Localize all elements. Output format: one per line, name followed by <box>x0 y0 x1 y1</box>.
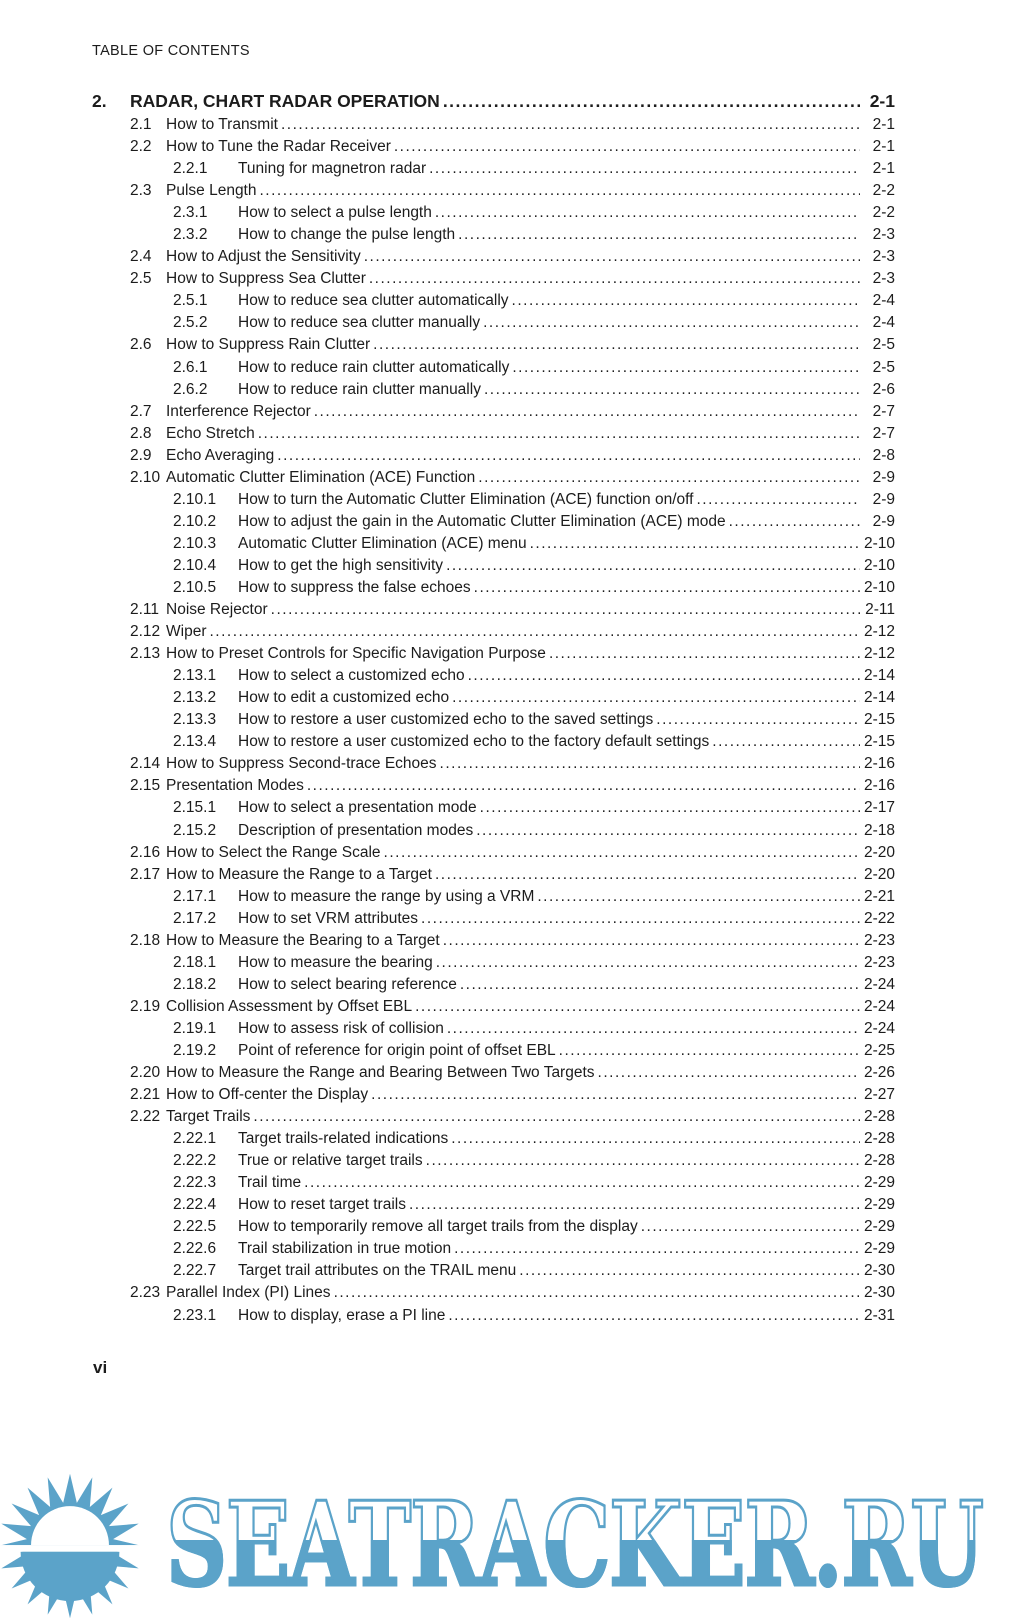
toc-entry[interactable] <box>92 114 895 136</box>
dot-leader <box>331 1282 860 1304</box>
toc-entry-number: 2.10.4 <box>173 556 217 574</box>
toc-entry[interactable] <box>92 224 895 246</box>
toc-entry-number: 2.6.2 <box>173 380 208 398</box>
toc-entry-title: How to change the pulse length <box>238 226 456 244</box>
toc-entry-number: 2.2.1 <box>173 160 208 178</box>
toc-entry-number: 2.5 <box>130 270 152 288</box>
toc-entry-number: 2.23.1 <box>173 1306 217 1324</box>
toc-entry[interactable] <box>92 401 895 423</box>
toc-entry-title: How to reset target trails <box>238 1196 406 1214</box>
toc-entry-page-number: 2-15 <box>863 733 895 751</box>
toc-entry-page-number: 2-29 <box>863 1240 895 1258</box>
dot-leader <box>451 1238 860 1260</box>
toc-entry-title: How to Transmit <box>166 116 278 133</box>
dot-leader <box>412 996 860 1018</box>
toc-entry-title: Pulse Length <box>166 182 257 200</box>
dot-leader <box>509 290 860 312</box>
toc-entry-page-number: 2-1 <box>872 116 895 133</box>
toc-entry-title: How to Select the Range Scale <box>166 843 381 861</box>
toc-entry-number: 2.4 <box>130 248 152 266</box>
toc-entry-number: 2.10.3 <box>173 534 217 552</box>
dot-leader <box>366 268 860 290</box>
toc-entry-title: Trail stabilization in true motion <box>238 1240 452 1258</box>
toc-entry[interactable] <box>92 379 895 401</box>
toc-entry-title: Echo Stretch <box>166 424 255 442</box>
toc-entry-number: 2.15.1 <box>173 799 217 817</box>
toc-entry-number: 2.19.2 <box>173 1041 217 1059</box>
toc-entry-page-number: 2-28 <box>863 1130 895 1148</box>
dot-leader <box>368 1084 860 1106</box>
dot-leader <box>595 1062 860 1084</box>
toc-entry[interactable] <box>92 577 895 599</box>
toc-entry[interactable] <box>92 202 895 224</box>
toc-entry-page-number: 2-20 <box>863 843 895 861</box>
toc-entry-title: How to get the high sensitivity <box>238 556 444 574</box>
toc-entry-page-number: 2-23 <box>863 953 895 971</box>
dot-leader <box>726 511 860 533</box>
toc-entry-title: How to reduce sea clutter automatically <box>238 292 509 310</box>
toc-entry[interactable] <box>92 136 895 158</box>
toc-entry-page-number: 2-22 <box>863 909 895 927</box>
dot-leader <box>432 202 860 224</box>
toc-entry[interactable] <box>92 1106 895 1128</box>
toc-entry-number: 2.5.1 <box>173 292 208 310</box>
toc-entry-page-number: 2-15 <box>863 711 895 729</box>
toc-entry-title: Target trails-related indications <box>238 1130 449 1148</box>
toc-entry-number: 2.10.2 <box>173 512 217 530</box>
toc-entry[interactable] <box>92 1216 895 1238</box>
toc-entry-title: How to display, erase a PI line <box>238 1306 446 1324</box>
dot-leader <box>638 1216 860 1238</box>
dot-leader <box>546 643 860 665</box>
toc-entry-number: 2.7 <box>130 402 152 420</box>
toc-entry-page-number: 2-14 <box>863 689 895 707</box>
toc-entry-title: How to Tune the Radar Receiver <box>166 138 391 156</box>
toc-entry-title: How to Suppress Rain Clutter <box>166 336 371 354</box>
toc-entry-page-number: 2-11 <box>865 601 895 619</box>
doc-header: TABLE OF CONTENTS <box>92 43 250 59</box>
toc-entry-title: Echo Averaging <box>166 446 275 464</box>
toc-entry-page-number: 2-30 <box>863 1262 895 1280</box>
dot-leader <box>206 621 860 643</box>
chapter-number: 2. <box>92 91 107 111</box>
toc-entry-title: How to reduce sea clutter manually <box>238 314 481 332</box>
toc-entry-title: How to select bearing reference <box>238 975 457 993</box>
toc-entry-title: Noise Rejector <box>166 601 268 619</box>
toc-entry-page-number: 2-20 <box>863 865 895 883</box>
dot-leader <box>432 864 860 886</box>
dot-leader <box>274 445 860 467</box>
toc-entry-page-number: 2-31 <box>863 1306 895 1324</box>
toc-entry[interactable] <box>92 842 895 864</box>
dot-leader <box>449 687 860 709</box>
toc-entry-title: Parallel Index (PI) Lines <box>166 1284 331 1302</box>
dot-leader <box>440 88 860 114</box>
toc-entry-number: 2.2 <box>130 138 152 156</box>
toc-entry[interactable] <box>92 533 895 555</box>
dot-leader <box>406 1194 860 1216</box>
dot-leader <box>381 842 860 864</box>
toc-entry[interactable] <box>92 1172 895 1194</box>
watermark-text: SEATRACKER.RU <box>166 1477 983 1613</box>
dot-leader <box>653 709 860 731</box>
toc-entry-number: 2.15 <box>130 777 161 795</box>
toc-entry-number: 2.6.1 <box>173 358 208 376</box>
toc-entry[interactable] <box>92 687 895 709</box>
toc-entry[interactable] <box>92 511 895 533</box>
toc-entry-number: 2.22.4 <box>173 1196 217 1214</box>
toc-entry[interactable] <box>92 996 895 1018</box>
dot-leader <box>444 1018 860 1040</box>
toc-entry-title: Automatic Clutter Elimination (ACE) menu <box>238 534 527 552</box>
toc-list <box>92 88 895 1327</box>
dot-leader <box>250 1106 860 1128</box>
toc-entry-title: How to measure the range by using a VRM <box>238 887 535 905</box>
toc-entry-page-number: 2-23 <box>863 931 895 949</box>
toc-entry-number: 2.16 <box>130 843 161 861</box>
toc-entry[interactable] <box>92 357 895 379</box>
watermark <box>0 1468 1009 1621</box>
dot-leader <box>361 246 860 268</box>
toc-entry-number: 2.18.1 <box>173 953 217 971</box>
toc-entry-number: 2.13 <box>130 645 161 663</box>
chapter-title: RADAR, CHART RADAR OPERATION <box>130 91 440 111</box>
toc-entry[interactable] <box>92 775 895 797</box>
toc-entry-page-number: 2-8 <box>872 446 895 464</box>
toc-entry-number: 2.18.2 <box>173 975 217 993</box>
toc-entry[interactable] <box>92 908 895 930</box>
toc-entry[interactable] <box>92 621 895 643</box>
toc-entry-title: Target trail attributes on the TRAIL menu <box>238 1262 517 1280</box>
toc-entry[interactable] <box>92 246 895 268</box>
toc-entry-page-number: 2-9 <box>872 512 895 530</box>
toc-entry-page-number: 2-16 <box>863 755 895 773</box>
toc-entry-page-number: 2-28 <box>863 1152 895 1170</box>
toc-entry-number: 2.14 <box>130 755 161 773</box>
toc-entry-number: 2.20 <box>130 1064 161 1082</box>
dot-leader <box>255 423 860 445</box>
dot-leader <box>311 401 860 423</box>
dot-leader <box>370 334 860 356</box>
toc-entry[interactable] <box>92 180 895 202</box>
toc-entry[interactable] <box>92 467 895 489</box>
toc-entry-number: 2.22.2 <box>173 1152 217 1170</box>
toc-entry-page-number: 2-10 <box>863 534 895 552</box>
toc-entry[interactable] <box>92 334 895 356</box>
toc-entry-title: How to Suppress Sea Clutter <box>166 270 366 288</box>
dot-leader <box>440 930 860 952</box>
toc-entry-number: 2.22.3 <box>173 1174 217 1192</box>
toc-entry-number: 2.19 <box>130 997 161 1015</box>
toc-entry-title: Presentation Modes <box>166 777 304 795</box>
toc-entry-page-number: 2-4 <box>872 314 895 332</box>
toc-entry-number: 2.13.3 <box>173 711 217 729</box>
toc-entry-number: 2.9 <box>130 446 152 464</box>
toc-entry-page-number: 2-7 <box>872 424 895 442</box>
dot-leader <box>455 224 860 246</box>
toc-entry-title: How to select a pulse length <box>238 204 432 222</box>
toc-entry-title: How to Off-center the Display <box>166 1086 369 1104</box>
toc-entry-title: How to select a customized echo <box>238 667 465 685</box>
toc-entry[interactable] <box>92 423 895 445</box>
toc-entry-number: 2.22.5 <box>173 1218 217 1236</box>
toc-entry-title: How to edit a customized echo <box>238 689 450 707</box>
dot-leader <box>516 1260 860 1282</box>
toc-entry-number: 2.15.2 <box>173 821 217 839</box>
toc-entry-number: 2.22.1 <box>173 1130 217 1148</box>
dot-leader <box>301 1172 860 1194</box>
toc-entry-title: How to Suppress Second-trace Echoes <box>166 755 437 773</box>
toc-entry[interactable] <box>92 1238 895 1260</box>
toc-entry-page-number: 2-24 <box>863 997 895 1015</box>
dot-leader <box>418 908 860 930</box>
dot-leader <box>433 952 860 974</box>
toc-entry[interactable] <box>92 753 895 775</box>
dot-leader <box>268 599 860 621</box>
toc-entry-page-number: 2-2 <box>872 182 895 200</box>
dot-leader <box>693 489 860 511</box>
toc-entry-title: How to assess risk of collision <box>238 1019 444 1037</box>
dot-leader <box>448 1128 860 1150</box>
toc-entry-title: How to select a presentation mode <box>238 799 477 817</box>
toc-entry-page-number: 2-29 <box>863 1196 895 1214</box>
toc-entry-title: How to Measure the Range and Bearing Between Two Targets <box>166 1064 595 1082</box>
toc-entry-title: Point of reference for origin point of offset EBL <box>238 1041 556 1059</box>
dot-leader <box>257 180 861 202</box>
dot-leader <box>423 1150 860 1172</box>
toc-entry-page-number: 2-2 <box>872 204 895 222</box>
toc-entry-title: How to reduce rain clutter manually <box>238 380 481 398</box>
toc-entry-number: 2.10.1 <box>173 490 217 508</box>
toc-entry-number: 2.11 <box>130 601 160 619</box>
toc-entry-number: 2.10.5 <box>173 578 217 596</box>
toc-entry-page-number: 2-17 <box>863 799 895 817</box>
toc-entry-page-number: 2-9 <box>872 468 895 486</box>
toc-entry-page-number: 2-7 <box>872 402 895 420</box>
toc-entry-page-number: 2-6 <box>872 380 895 398</box>
toc-entry[interactable] <box>92 445 895 467</box>
dot-leader <box>471 577 860 599</box>
toc-entry-page-number: 2-16 <box>863 777 895 795</box>
toc-entry-title: How to reduce rain clutter automatically <box>238 358 510 376</box>
toc-entry-page-number: 2-30 <box>863 1284 895 1302</box>
toc-entry-title: How to Measure the Range to a Target <box>166 865 432 883</box>
toc-entry-page-number: 2-10 <box>863 556 895 574</box>
toc-entry-page-number: 2-1 <box>872 160 895 178</box>
toc-entry-number: 2.19.1 <box>173 1019 217 1037</box>
toc-entry-title: How to set VRM attributes <box>238 909 419 927</box>
toc-entry-number: 2.13.1 <box>173 667 217 685</box>
toc-entry-page-number: 2-24 <box>863 975 895 993</box>
toc-entry[interactable] <box>92 643 895 665</box>
toc-entry-number: 2.22.7 <box>173 1262 217 1280</box>
toc-entry-title: Tuning for magnetron radar <box>238 160 427 178</box>
toc-entry-title: Description of presentation modes <box>238 821 474 839</box>
toc-entry-number: 2.8 <box>130 424 152 442</box>
toc-entry-title: Automatic Clutter Elimination (ACE) Function <box>166 468 476 486</box>
toc-entry-number: 2.3.1 <box>173 204 208 222</box>
dot-leader <box>473 820 860 842</box>
toc-entry-number: 2.1 <box>130 116 152 133</box>
toc-entry-title: Trail time <box>238 1174 302 1192</box>
dot-leader <box>534 886 860 908</box>
toc-entry-title: How to turn the Automatic Clutter Elimination (ACE) function on/off <box>238 490 694 508</box>
dot-leader <box>304 775 860 797</box>
toc-entry[interactable] <box>92 1040 895 1062</box>
toc-entry-page-number: 2-12 <box>863 623 895 641</box>
toc-entry-number: 2.13.4 <box>173 733 217 751</box>
dot-leader <box>481 379 860 401</box>
toc-chapter-row[interactable] <box>92 88 895 114</box>
toc-entry[interactable] <box>92 489 895 511</box>
toc-entry-page-number: 2-24 <box>863 1019 895 1037</box>
dot-leader <box>477 797 860 819</box>
toc-entry[interactable] <box>92 555 895 577</box>
toc-entry[interactable] <box>92 599 895 621</box>
toc-entry[interactable] <box>92 158 895 180</box>
dot-leader <box>527 533 860 555</box>
toc-entry-title: Interference Rejector <box>166 402 311 420</box>
toc-entry[interactable] <box>92 886 895 908</box>
toc-entry-number: 2.17.2 <box>173 909 217 927</box>
toc-entry-page-number: 2-29 <box>863 1218 895 1236</box>
toc-entry-page-number: 2-25 <box>863 1041 895 1059</box>
toc-entry-title: How to restore a user customized echo to the factory default settings <box>238 733 710 751</box>
toc-entry-page-number: 2-3 <box>872 226 895 244</box>
toc-entry-number: 2.3.2 <box>173 226 208 244</box>
chapter-page-number: 2-1 <box>869 91 895 111</box>
toc-entry-page-number: 2-21 <box>863 887 895 905</box>
toc-entry-page-number: 2-27 <box>863 1086 895 1104</box>
dot-leader <box>709 731 860 753</box>
toc-entry-title: How to temporarily remove all target trails from the display <box>238 1218 638 1236</box>
toc-entry[interactable] <box>92 930 895 952</box>
toc-entry-title: How to adjust the gain in the Automatic Clutter Elimination (ACE) mode <box>238 512 726 530</box>
toc-entry-title: How to measure the bearing <box>238 953 433 971</box>
dot-leader <box>475 467 860 489</box>
toc-entry-page-number: 2-29 <box>863 1174 895 1192</box>
toc-entry[interactable] <box>92 665 895 687</box>
dot-leader <box>480 312 860 334</box>
toc-entry-number: 2.10 <box>130 468 161 486</box>
toc-entry[interactable] <box>92 1062 895 1084</box>
sun-icon <box>0 1470 146 1621</box>
page-folio: vi <box>93 1358 108 1377</box>
toc-entry[interactable] <box>92 312 895 334</box>
toc-entry[interactable] <box>92 290 895 312</box>
toc-entry[interactable] <box>92 709 895 731</box>
dot-leader <box>426 158 860 180</box>
toc-entry-title: How to suppress the false echoes <box>238 578 471 596</box>
toc-entry-page-number: 2-26 <box>863 1064 895 1082</box>
toc-entry-number: 2.6 <box>130 336 152 354</box>
toc-entry-page-number: 2-3 <box>872 270 895 288</box>
toc-entry-page-number: 2-12 <box>863 645 895 663</box>
toc-entry-page-number: 2-5 <box>872 358 895 376</box>
toc-entry[interactable] <box>92 1128 895 1150</box>
toc-entry[interactable] <box>92 1260 895 1282</box>
toc-entry[interactable] <box>92 1282 895 1304</box>
dot-leader <box>391 136 860 158</box>
toc-entry-title: Target Trails <box>166 1108 251 1126</box>
dot-leader <box>278 114 860 136</box>
dot-leader <box>556 1040 860 1062</box>
toc-entry-number: 2.22 <box>130 1108 161 1126</box>
toc-entry[interactable] <box>92 1194 895 1216</box>
dot-leader <box>457 974 860 996</box>
dot-leader <box>445 1305 860 1327</box>
toc-entry[interactable] <box>92 1018 895 1040</box>
toc-entry[interactable] <box>92 952 895 974</box>
toc-entry-title: How to Adjust the Sensitivity <box>166 248 361 266</box>
toc-entry-title: Wiper <box>166 623 207 641</box>
toc-entry[interactable] <box>92 864 895 886</box>
toc-entry-number: 2.21 <box>130 1086 161 1104</box>
toc-entry[interactable] <box>92 974 895 996</box>
toc-entry-number: 2.17.1 <box>173 887 217 905</box>
dot-leader <box>465 665 860 687</box>
toc-entry[interactable] <box>92 268 895 290</box>
toc-entry[interactable] <box>92 797 895 819</box>
toc-entry-title: Collision Assessment by Offset EBL <box>166 997 413 1015</box>
toc-entry-title: True or relative target trails <box>238 1152 423 1170</box>
toc-entry-page-number: 2-28 <box>863 1108 895 1126</box>
dot-leader <box>443 555 860 577</box>
toc-entry-page-number: 2-14 <box>863 667 895 685</box>
toc-entry-page-number: 2-18 <box>863 821 895 839</box>
toc-entry-number: 2.12 <box>130 623 161 641</box>
toc-entry[interactable] <box>92 1150 895 1172</box>
dot-leader <box>437 753 860 775</box>
toc-entry[interactable] <box>92 820 895 842</box>
toc-entry-title: How to restore a user customized echo to the saved settings <box>238 711 654 729</box>
toc-entry-page-number: 2-10 <box>863 578 895 596</box>
toc-entry-page-number: 2-3 <box>872 248 895 266</box>
toc-entry[interactable] <box>92 731 895 753</box>
toc-entry-title: How to Measure the Bearing to a Target <box>166 931 440 949</box>
toc-entry-page-number: 2-5 <box>872 336 895 354</box>
toc-entry-page-number: 2-4 <box>872 292 895 310</box>
toc-entry-number: 2.18 <box>130 931 161 949</box>
toc-entry-number: 2.23 <box>130 1284 161 1302</box>
toc-entry[interactable] <box>92 1305 895 1327</box>
toc-entry-number: 2.5.2 <box>173 314 208 332</box>
toc-entry-number: 2.13.2 <box>173 689 217 707</box>
toc-entry-page-number: 2-1 <box>872 138 895 156</box>
toc-entry-number: 2.17 <box>130 865 161 883</box>
toc-entry-title: How to Preset Controls for Specific Navigation Purpose <box>166 645 546 663</box>
toc-entries <box>92 114 895 1327</box>
toc-entry[interactable] <box>92 1084 895 1106</box>
toc-entry-page-number: 2-9 <box>872 490 895 508</box>
toc-entry-number: 2.22.6 <box>173 1240 217 1258</box>
dot-leader <box>509 357 860 379</box>
toc-entry-number: 2.3 <box>130 182 152 200</box>
